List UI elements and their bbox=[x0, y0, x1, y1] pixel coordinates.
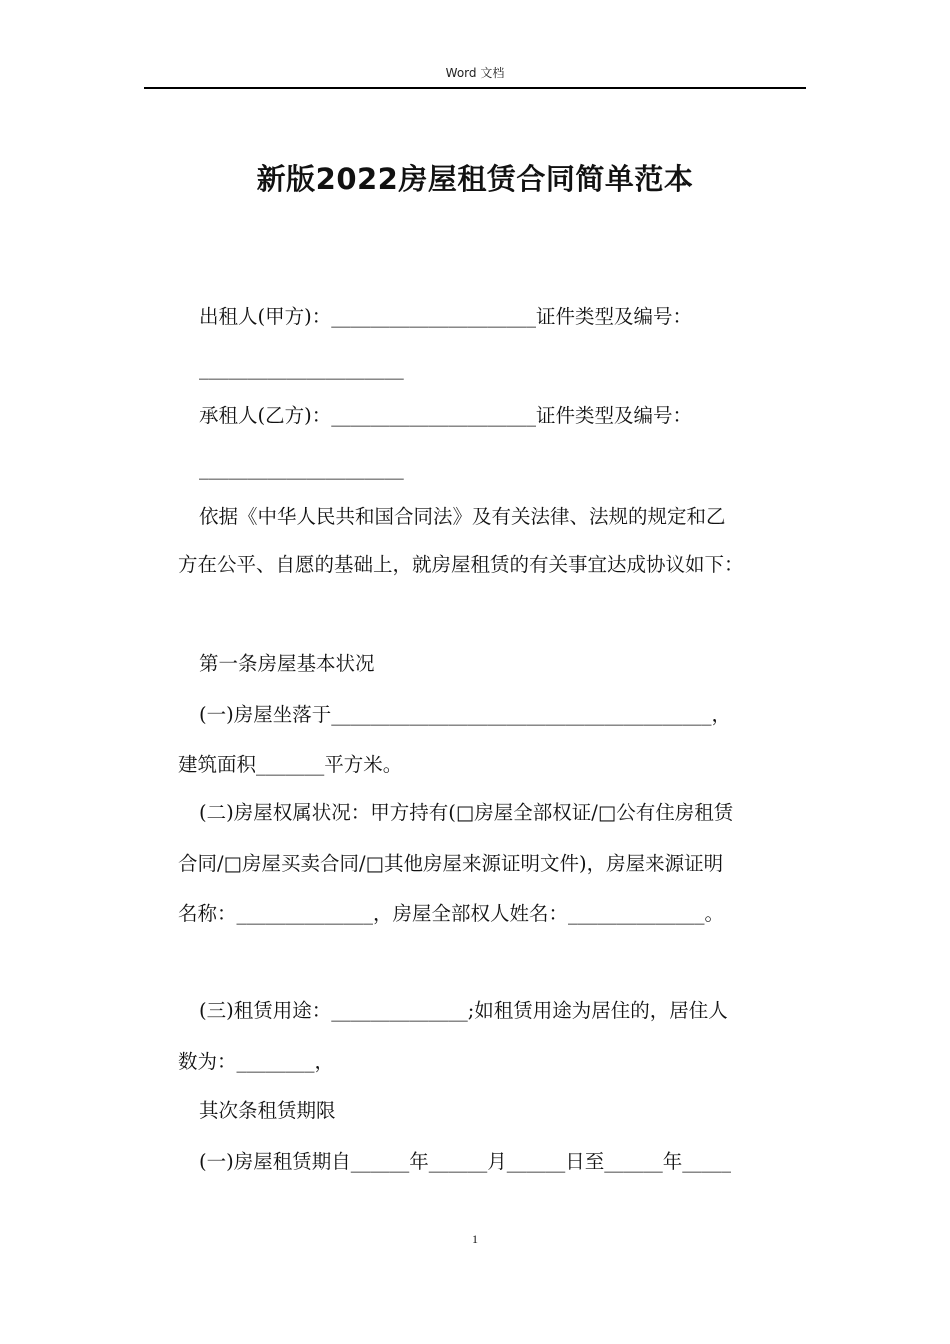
section-heading: 其次条租赁期限 bbox=[199, 1099, 336, 1122]
paragraph-line: 出租人(甲方)：_____________________证件类型及编号： bbox=[199, 305, 692, 328]
paragraph-line: (二)房屋权属状况：甲方持有(□房屋全部权证/□公有住房租赁 bbox=[199, 801, 734, 824]
paragraph-line: 合同/□房屋买卖合同/□其他房屋来源证明文件)，房屋来源证明 bbox=[178, 852, 724, 875]
paragraph-line: (三)租赁用途：______________;如租赁用途为居住的，居住人 bbox=[199, 999, 728, 1022]
document-title: 新版2022房屋租赁合同简单范本 bbox=[256, 162, 694, 196]
header-divider bbox=[144, 87, 806, 89]
paragraph-line: 名称：______________，房屋全部权人姓名：______________。 bbox=[178, 902, 725, 925]
paragraph-line: 方在公平、自愿的基础上，就房屋租赁的有关事宜达成协议如下： bbox=[178, 553, 744, 576]
page-header: Word 文档 bbox=[445, 66, 505, 80]
paragraph-line: (一)房屋租赁期自______年______月______日至______年_____ bbox=[199, 1150, 731, 1173]
page-number: 1 bbox=[472, 1232, 478, 1246]
paragraph-line: 建筑面积_______平方米。 bbox=[178, 753, 403, 776]
section-heading: 第一条房屋基本状况 bbox=[199, 652, 375, 675]
paragraph-line: _____________________ bbox=[199, 357, 404, 380]
paragraph-line: 依据《中华人民共和国合同法》及有关法律、法规的规定和乙 bbox=[199, 505, 726, 528]
paragraph-line: 数为：________， bbox=[178, 1050, 335, 1073]
paragraph-line: _____________________ bbox=[199, 457, 404, 480]
paragraph-line: 承租人(乙方)：_____________________证件类型及编号： bbox=[199, 404, 692, 427]
paragraph-line: (一)房屋坐落于_______________________________________， bbox=[199, 703, 731, 726]
